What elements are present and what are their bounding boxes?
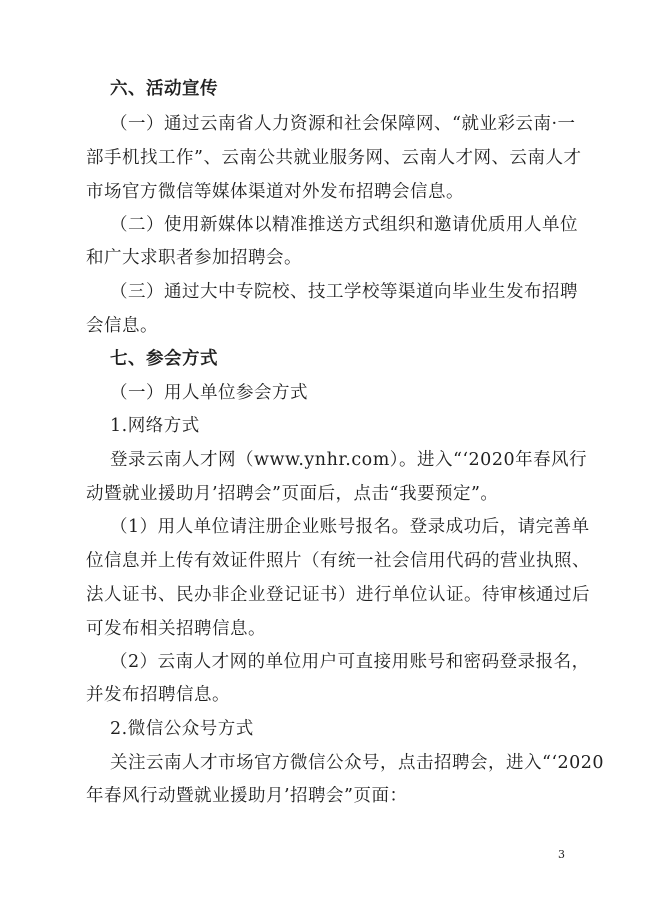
paragraph-line: 登录云南人才网（www.ynhr.com）。进入“‘2020年春风行 bbox=[110, 450, 588, 470]
paragraph-line: 并发布招聘信息。 bbox=[86, 685, 230, 705]
section-heading-participation: 七、参会方式 bbox=[110, 349, 218, 369]
paragraph-line: 会信息。 bbox=[86, 316, 158, 336]
paragraph-line: 和广大求职者参加招聘会。 bbox=[86, 248, 302, 268]
paragraph-line: （1）用人单位请注册企业账号报名。登录成功后，请完善单 bbox=[110, 517, 590, 537]
paragraph-line: 关注云南人才市场官方微信公众号，点击招聘会，进入“‘2020 bbox=[110, 753, 605, 773]
section-heading-publicity: 六、活动宣传 bbox=[110, 79, 218, 99]
paragraph-line: 部手机找工作”、云南公共就业服务网、云南人才网、云南人才 bbox=[86, 148, 582, 168]
page-number: 3 bbox=[558, 848, 565, 861]
paragraph-line: 市场官方微信等媒体渠道对外发布招聘会信息。 bbox=[86, 182, 464, 202]
paragraph-line: （一）通过云南省人力资源和社会保障网、“就业彩云南·一 bbox=[110, 114, 576, 134]
paragraph-line: 位信息并上传有效证件照片（有统一社会信用代码的营业执照、 bbox=[86, 551, 590, 571]
paragraph-line: 动暨就业援助月’招聘会”页面后，点击“我要预定”。 bbox=[86, 484, 499, 504]
paragraph-line: （二）使用新媒体以精准推送方式组织和邀请优质用人单位 bbox=[110, 215, 578, 235]
paragraph-line: 年春风行动暨就业援助月’招聘会”页面： bbox=[86, 786, 408, 806]
subsection-heading: 2.微信公众号方式 bbox=[110, 719, 254, 739]
paragraph-line: （2）云南人才网的单位用户可直接用账号和密码登录报名， bbox=[110, 652, 590, 672]
paragraph-line: 法人证书、民办非企业登记证书）进行单位认证。待审核通过后 bbox=[86, 585, 590, 605]
paragraph-line: 可发布相关招聘信息。 bbox=[86, 619, 266, 639]
paragraph-line: （三）通过大中专院校、技工学校等渠道向毕业生发布招聘 bbox=[110, 282, 578, 302]
subsection-heading: 1.网络方式 bbox=[110, 416, 200, 436]
subsection-heading: （一）用人单位参会方式 bbox=[110, 383, 308, 403]
